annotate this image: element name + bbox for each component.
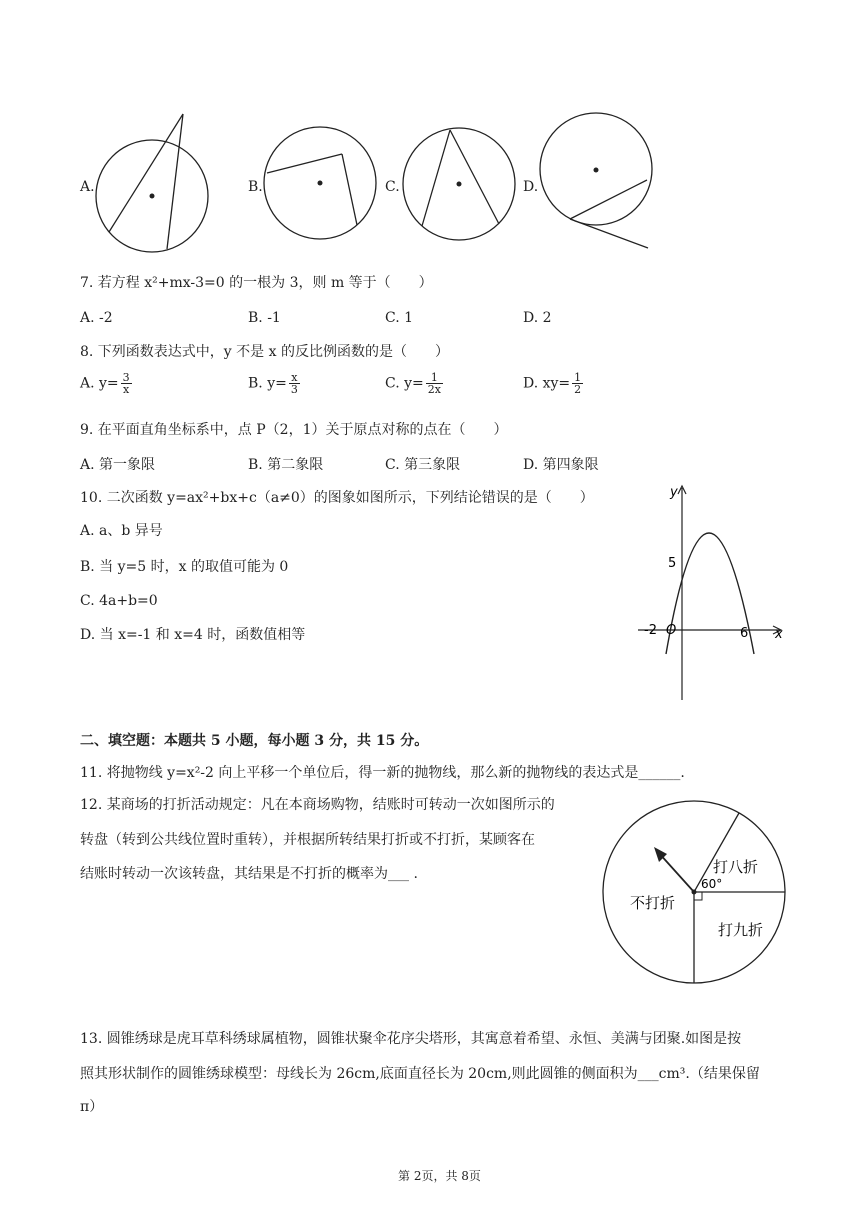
q9-option-b: B. 第二象限 <box>248 457 324 473</box>
question-9-stem: 9. 在平面直角坐标系中，点 P（2，1）关于原点对称的点在（ ） <box>80 422 508 438</box>
tick-label-5: 5 <box>668 556 677 571</box>
y-axis-label: y <box>670 485 678 500</box>
question-13-line-2: 照其形状制作的圆锥绣球模型：母线长为 26cm,底面直径长为 20cm,则此圆锥的侧面积为___cm³.（结果保留 <box>80 1066 760 1082</box>
question-12-line-1: 12. 某商场的打折活动规定：凡在本商场购物，结账时可转动一次如图所示的 <box>80 797 555 813</box>
fig6-figure-c <box>402 124 524 246</box>
pointer-arrow <box>658 852 694 892</box>
q8-option-a: A. y= $\frac{3}{x}$ <box>80 371 130 396</box>
q10-option-d: D. 当 x=-1 和 x=4 时，函数值相等 <box>80 627 306 643</box>
x-axis-label: x <box>775 627 783 642</box>
origin-label: O <box>666 623 677 638</box>
q9-option-d: D. 第四象限 <box>523 457 599 473</box>
fig6-figure-a <box>95 110 215 255</box>
q9-option-a: A. 第一象限 <box>80 457 156 473</box>
fig6-figure-b <box>262 125 384 245</box>
angle-label: 60° <box>701 877 723 891</box>
q10-option-b: B. 当 y=5 时，x 的取值可能为 0 <box>80 559 289 575</box>
fig6-option-c-label: C. <box>385 179 400 195</box>
section-2-heading: 二、填空题：本题共 5 小题，每小题 3 分，共 15 分。 <box>80 733 429 749</box>
q9-option-c: C. 第三象限 <box>385 457 461 473</box>
tick-label-neg2: -2 <box>644 623 657 638</box>
q10-option-c: C. 4a+b=0 <box>80 593 158 609</box>
q8-option-b: B. y= $\frac{x}{3}$ <box>248 371 298 396</box>
question-11: 11. 将抛物线 y=x²-2 向上平移一个单位后，得一新的抛物线，那么新的抛物线的表达式是______. <box>80 765 685 781</box>
page-footer: 第 2页，共 8页 <box>398 1169 481 1183</box>
question-12-line-2: 转盘（转到公共线位置时重转），并根据所转结果打折或不打折，某顾客在 <box>80 832 535 848</box>
q7-option-d: D. 2 <box>523 310 552 326</box>
question-7-stem: 7. 若方程 x²+mx-3=0 的一根为 3，则 m 等于（ ） <box>80 275 433 291</box>
sector-label-bu: 不打折 <box>630 894 676 912</box>
question-8-stem: 8. 下列函数表达式中，y 不是 x 的反比例函数的是（ ） <box>80 344 449 360</box>
tick-label-6: 6 <box>740 626 749 641</box>
parabola-graph <box>636 482 792 704</box>
q8-option-d: D. xy= $\frac{1}{2}$ <box>523 371 582 396</box>
q7-option-a: A. -2 <box>80 310 113 326</box>
question-13-line-1: 13. 圆锥绣球是虎耳草科绣球属植物，圆锥状聚伞花序尖塔形，其寓意着希望、永恒、美满与团聚.如图是按 <box>80 1031 742 1047</box>
fig6-option-b-label: B. <box>248 179 263 195</box>
fig6-figure-d <box>538 112 653 254</box>
question-12-line-3: 结账时转动一次该转盘，其结果是不打折的概率为___ . <box>80 866 418 882</box>
fig6-option-a-label: A. <box>80 179 95 195</box>
q7-option-b: B. -1 <box>248 310 281 326</box>
question-10-stem: 10. 二次函数 y=ax²+bx+c（a≠0）的图象如图所示，下列结论错误的是（ ） <box>80 490 594 506</box>
q8-option-c: C. y= $\frac{1}{2x}$ <box>385 371 441 396</box>
q10-option-a: A. a、b 异号 <box>80 523 163 539</box>
question-13-line-3: π） <box>80 1099 104 1115</box>
spinner-wheel <box>598 798 790 988</box>
q7-option-c: C. 1 <box>385 310 414 326</box>
sector-label-jiu: 打九折 <box>718 921 764 939</box>
sector-label-ba: 打八折 <box>713 858 759 876</box>
fig6-option-d-label: D. <box>523 179 539 195</box>
